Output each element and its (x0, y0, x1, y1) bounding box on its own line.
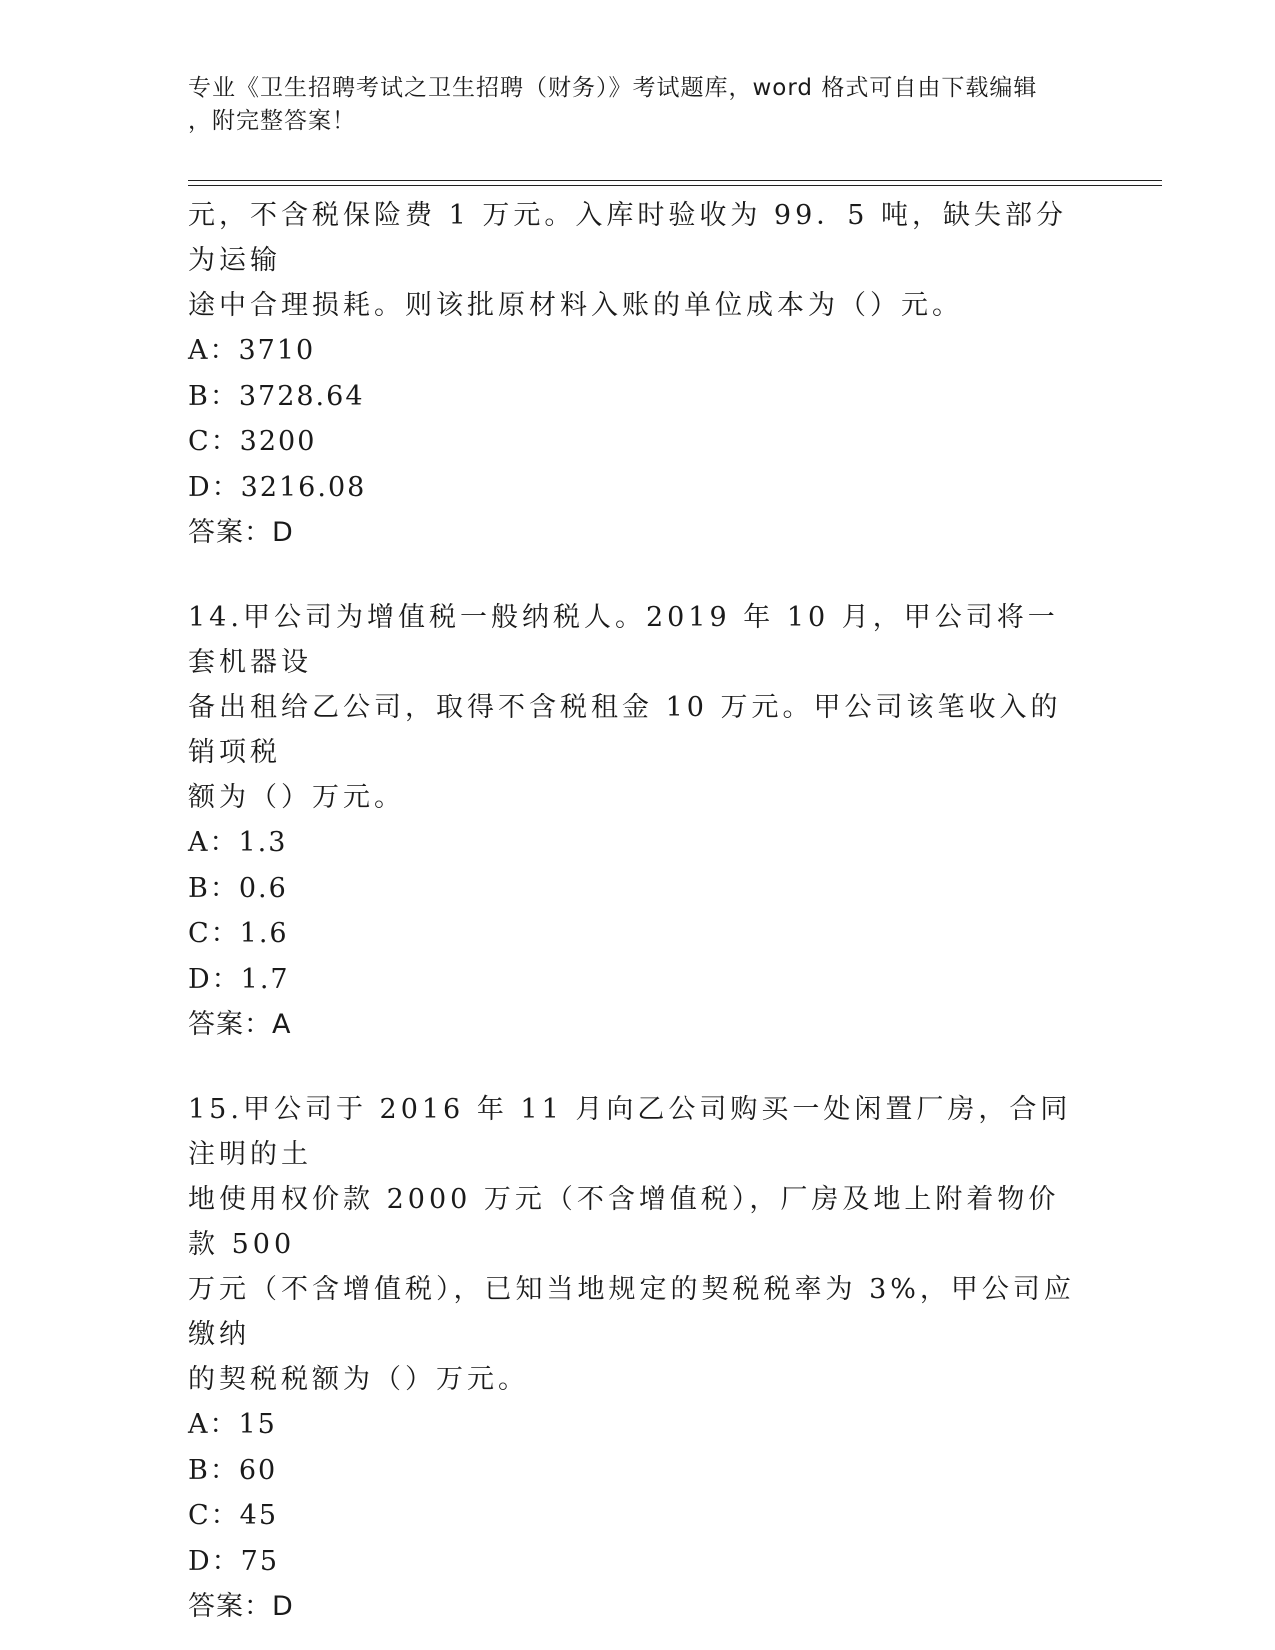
question-14-text-line-1: 14.甲公司为增值税一般纳税人。2019 年 10 月，甲公司将一套机器设 (188, 602, 1059, 678)
question-14-text-line-3: 额为（）万元。 (188, 782, 405, 813)
document-header (188, 72, 1088, 138)
question-15-text-line-2: 地使用权价款 2000 万元（不含增值税），厂房及地上附着物价款 500 (188, 1184, 1060, 1260)
question-13-text-line-1: 元，不含税保险费 1 万元。入库时验收为 99．5 吨，缺失部分为运输 (188, 200, 1068, 276)
question-15-option-d: D：75 (188, 1545, 280, 1577)
question-13-option-d: D：3216.08 (188, 471, 367, 503)
question-15-answer: 答案：D (188, 1591, 294, 1622)
header-divider-bottom (188, 185, 1162, 186)
question-14-option-d: D：1.7 (188, 963, 290, 995)
question-14-option-c: C：1.6 (188, 918, 289, 949)
question-14-option-a: A：1.3 (188, 827, 288, 858)
header-divider-top (188, 180, 1162, 181)
question-13-option-a: A：3710 (188, 335, 316, 366)
question-13-option-c: C：3200 (188, 426, 317, 457)
question-14-answer: 答案：A (188, 1009, 292, 1040)
question-15-text-line-3: 万元（不含增值税），已知当地规定的契税税率为 3%，甲公司应缴纳 (188, 1274, 1075, 1350)
question-14-option-b: B：0.6 (188, 872, 288, 904)
question-15-option-a: A：15 (188, 1409, 277, 1440)
question-15 (188, 1087, 1088, 1629)
question-14 (188, 595, 1088, 1047)
question-15-option-c: C：45 (188, 1500, 279, 1531)
question-15-text-line-1: 15.甲公司于 2016 年 11 月向乙公司购买一处闲置厂房，合同注明的土 (188, 1094, 1072, 1170)
question-14-text-line-2: 备出租给乙公司，取得不含税租金 10 万元。甲公司该笔收入的销项税 (188, 692, 1062, 768)
question-13 (188, 193, 1088, 555)
header-title-line-2: ，附完整答案！ (188, 108, 356, 134)
question-15-text-line-4: 的契税税额为（）万元。 (188, 1364, 529, 1395)
question-15-option-b: B：60 (188, 1454, 278, 1486)
question-13-option-b: B：3728.64 (188, 380, 365, 412)
question-13-answer: 答案：D (188, 517, 294, 548)
question-13-text-line-2: 途中合理损耗。则该批原材料入账的单位成本为（）元。 (188, 290, 963, 321)
header-title-line-1: 专业《卫生招聘考试之卫生招聘（财务）》考试题库，word 格式可自由下载编辑 (188, 75, 1038, 101)
document-body (188, 193, 1088, 1629)
